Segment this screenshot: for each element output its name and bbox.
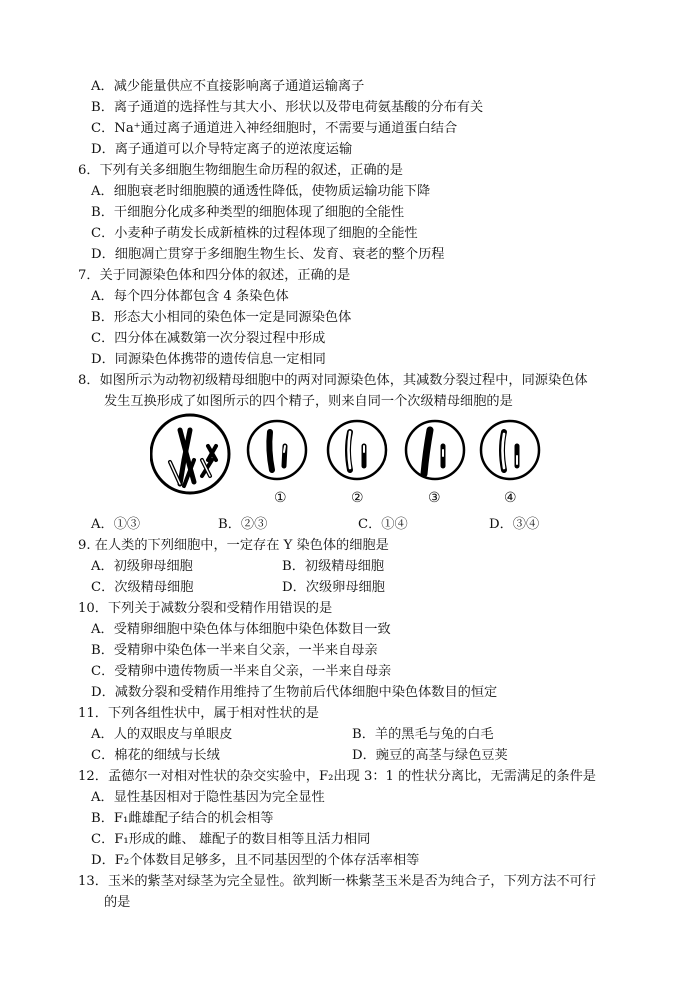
q11-stem: 11．下列各组性状中，属于相对性状的是 bbox=[78, 706, 319, 721]
q8-option-c: C．①④ bbox=[358, 517, 408, 532]
sperm-cell-2 bbox=[328, 421, 386, 479]
q12-option-a: A．显性基因相对于隐性基因为完全显性 bbox=[91, 790, 325, 805]
q8-stem-line2: 发生互换形成了如图所示的四个精子，则来自同一个次级精母细胞的是 bbox=[104, 394, 513, 409]
q6-option-a: A．细胞衰老时细胞膜的通透性降低，使物质运输功能下降 bbox=[91, 184, 431, 199]
q8-option-d: D．③④ bbox=[489, 517, 540, 532]
q8-stem-line1: 8．如图所示为动物初级精母细胞中的两对同源染色体，其减数分裂过程中，同源染色体 bbox=[78, 373, 588, 388]
figure-label-1: ① bbox=[274, 490, 287, 506]
primary-spermatocyte-cell bbox=[151, 415, 229, 493]
q13-stem-line2: 的是 bbox=[104, 895, 131, 910]
q6-stem: 6．下列有关多细胞生物细胞生命历程的叙述，正确的是 bbox=[78, 163, 403, 178]
q8-option-a: A．①③ bbox=[91, 517, 141, 532]
q11-option-d: D．豌豆的高茎与绿色豆荚 bbox=[352, 748, 508, 763]
q5-option-c: C．Na⁺通过离子通道进入神经细胞时，不需要与通道蛋白结合 bbox=[91, 121, 458, 136]
figure-label-3: ③ bbox=[428, 490, 441, 506]
q7-option-b: B．形态大小相同的染色体一定是同源染色体 bbox=[91, 310, 352, 325]
q12-option-c: C．F₁形成的雌、 雄配子的数目相等且活力相同 bbox=[91, 832, 371, 847]
sperm-cell-3 bbox=[406, 421, 464, 479]
q5-option-b: B．离子通道的选择性与其大小、形状以及带电荷氨基酸的分布有关 bbox=[91, 100, 484, 115]
sperm-cell-1 bbox=[248, 421, 306, 479]
q6-option-d: D．细胞凋亡贯穿于多细胞生物生长、发育、衰老的整个历程 bbox=[91, 247, 445, 262]
q10-stem: 10．下列关于减数分裂和受精作用错误的是 bbox=[78, 601, 333, 616]
q9-option-c: C．次级精母细胞 bbox=[91, 580, 194, 595]
q12-option-b: B．F₁雌雄配子结合的机会相等 bbox=[91, 811, 274, 826]
q7-option-a: A．每个四分体都包含 4 条染色体 bbox=[91, 289, 289, 304]
q10-option-a: A．受精卵细胞中染色体与体细胞中染色体数目一致 bbox=[91, 622, 391, 637]
q11-option-c: C．棉花的细绒与长绒 bbox=[91, 748, 220, 763]
q9-option-d: D．次级卵母细胞 bbox=[282, 580, 385, 595]
q12-stem: 12．孟德尔一对相对性状的杂交实验中，F₂出现 3：1 的性状分离比，无需满足的条件是 bbox=[78, 769, 596, 784]
q6-option-c: C．小麦种子萌发长成新植株的过程体现了细胞的全能性 bbox=[91, 226, 418, 241]
q8-option-b: B．②③ bbox=[218, 517, 268, 532]
q11-option-b: B．羊的黑毛与兔的白毛 bbox=[352, 727, 494, 742]
figure-label-4: ④ bbox=[504, 490, 517, 506]
chromosome-figure bbox=[150, 412, 550, 512]
q7-option-d: D．同源染色体携带的遗传信息一定相同 bbox=[91, 352, 326, 367]
q10-option-d: D．减数分裂和受精作用维持了生物前后代体细胞中染色体数目的恒定 bbox=[91, 685, 498, 700]
sperm-cell-4 bbox=[481, 421, 539, 479]
q7-stem: 7．关于同源染色体和四分体的叙述，正确的是 bbox=[78, 268, 351, 283]
q12-option-d: D．F₂个体数目足够多，且不同基因型的个体存活率相等 bbox=[91, 853, 420, 868]
q6-option-b: B．干细胞分化成多种类型的细胞体现了细胞的全能性 bbox=[91, 205, 405, 220]
q5-option-d: D．离子通道可以介导特定离子的逆浓度运输 bbox=[91, 142, 353, 157]
q9-option-b: B．初级精母细胞 bbox=[282, 559, 385, 574]
q9-option-a: A．初级卵母细胞 bbox=[91, 559, 193, 574]
q11-option-a: A．人的双眼皮与单眼皮 bbox=[91, 727, 233, 742]
q9-stem: 9. 在人类的下列细胞中，一定存在 Y 染色体的细胞是 bbox=[78, 538, 389, 553]
q13-stem-line1: 13．玉米的紫茎对绿茎为完全显性。欲判断一株紫茎玉米是否为纯合子，下列方法不可行 bbox=[78, 874, 596, 889]
q10-option-c: C．受精卵中遗传物质一半来自父亲，一半来自母亲 bbox=[91, 664, 392, 679]
figure-label-2: ② bbox=[351, 490, 364, 506]
q5-option-a: A．减少能量供应不直接影响离子通道运输离子 bbox=[91, 79, 365, 94]
q10-option-b: B．受精卵中染色体一半来自父亲，一半来自母亲 bbox=[91, 643, 378, 658]
q7-option-c: C．四分体在减数第一次分裂过程中形成 bbox=[91, 331, 326, 346]
